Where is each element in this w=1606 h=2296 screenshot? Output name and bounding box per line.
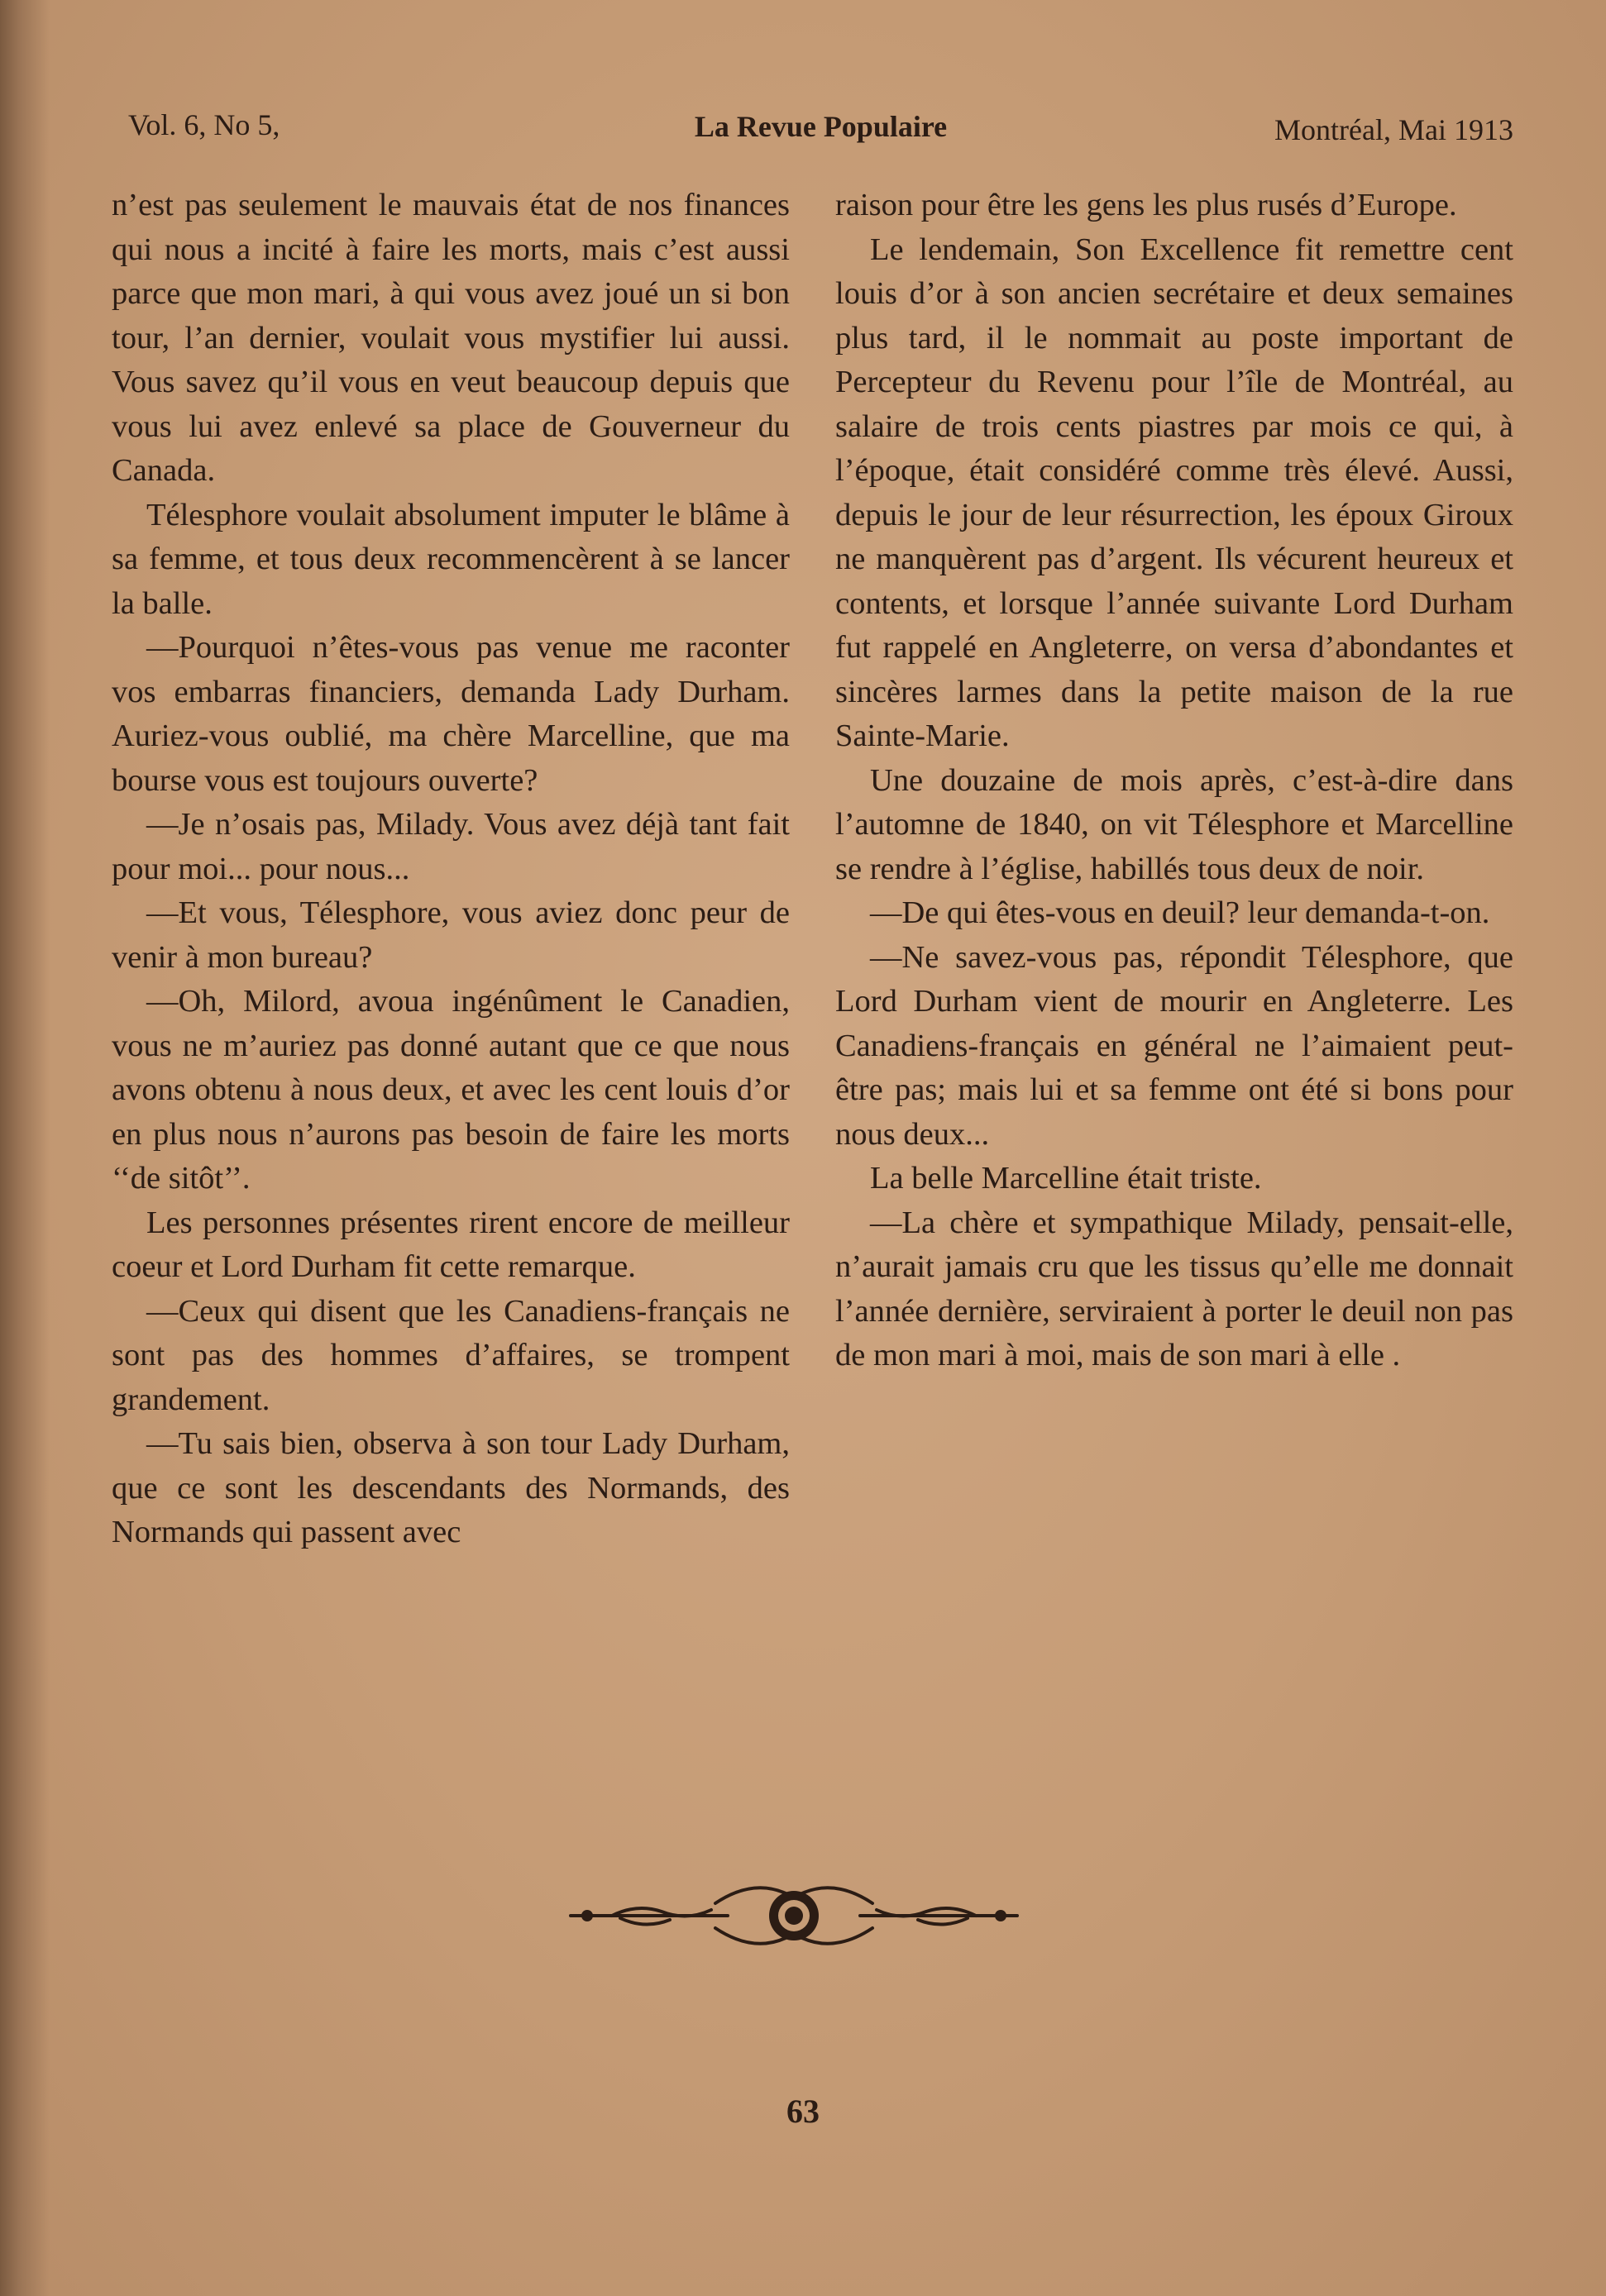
paragraph: La belle Marcelline était triste. [870,1161,1262,1196]
running-header [128,107,1513,165]
paragraph: —Tu sais bien, observa à son tour Lady Durham, que ce sont les descendants des Normands, des Normands qui passent avec [112,1426,790,1549]
paragraph: n’est pas seulement le mauvais état de nos finances qui nous a incité à faire les morts, mais c’est aussi parce que mon mari, à qui vous avez joué un si bon tour, l’an dernier, voulait vous mystifier lui aussi. Vous savez qu’il vous en veut beaucoup depuis que vous lui avez enlevé sa place de Gouverneur du Canada. [112,188,790,488]
paragraph: —La chère et sympathique Milady, pensait-elle, n’aurait jamais cru que les tissus qu’elle me donnait l’année dernière, serviraient à porter le deuil non pas de mon mari à moi, mais de son mari à elle . [835,1205,1513,1372]
magazine-title: La Revue Populaire [694,110,948,143]
left-text-column [112,184,790,1555]
paragraph: —Oh, Milord, avoua ingénûment le Canadien, vous ne m’auriez pas donné autant que ce que nous avons obtenu à nous deux, et avec les cent louis d’or en plus nous n’aurons pas besoin de faire les morts ‘‘de sitôt’’. [112,984,790,1196]
volume-number: Vol. 6, No 5, [128,108,280,141]
scroll-ornament-icon [562,1870,1025,1961]
paragraph: —Ne savez-vous pas, répondit Télesphore, que Lord Durham vient de mourir en Angleterre. Les Canadiens-français en général ne l’aimaient peut-être pas; mais lui et sa femme ont été si bons pour nous deux... [835,939,1513,1152]
paragraph: —Pourquoi n’êtes-vous pas venue me raconter vos embarras financiers, demanda Lady Durham. Auriez-vous oublié, ma chère Marcelline, que ma bourse vous est toujours ouverte? [112,630,790,798]
paragraph: Le lendemain, Son Excellence fit remettre cent louis d’or à son ancien secrétaire et deux semaines plus tard, il le nommait au poste important de Percepteur du Revenu pour l’île de Montréal, au salaire de trois cents piastres par mois ce qui, à l’époque, était considéré comme très élevé. Aussi, depuis le jour de leur résurrection, les époux Giroux ne manquèrent pas d’argent. Ils vécurent heureux et contents, et lorsque l’année suivante Lord Durham fut rappelé en Angleterre, on versa d’abondantes et sincères larmes dans la petite maison de la rue Sainte-Marie. [835,232,1513,753]
paragraph: Télesphore voulait absolument imputer le blâme à sa femme, et tous deux recommencèrent à se lancer la balle. [112,497,790,621]
paragraph: —Je n’osais pas, Milady. Vous avez déjà tant fait pour moi... pour nous... [112,807,790,886]
paragraph: Une douzaine de mois après, c’est-à-dire dans l’automne de 1840, on vit Télesphore et Marcelline se rendre à l’église, habillés tous deux de noir. [835,762,1513,886]
paragraph: Les personnes présentes rirent encore de meilleur coeur et Lord Durham fit cette remarque. [112,1205,790,1284]
paragraph: raison pour être les gens les plus rusés d’Europe. [835,188,1457,222]
paragraph: —Et vous, Télesphore, vous aviez donc peur de venir à mon bureau? [112,895,790,975]
page-spine-shadow [0,0,50,2296]
paragraph: —De qui êtes-vous en deuil? leur demanda-t-on. [870,895,1490,930]
right-text-column [835,184,1513,1378]
page-number: 63 [786,2093,820,2130]
paragraph: —Ceux qui disent que les Canadiens-français ne sont pas des hommes d’affaires, se trompent grandement. [112,1293,790,1417]
place-date: Montréal, Mai 1913 [1274,113,1513,146]
